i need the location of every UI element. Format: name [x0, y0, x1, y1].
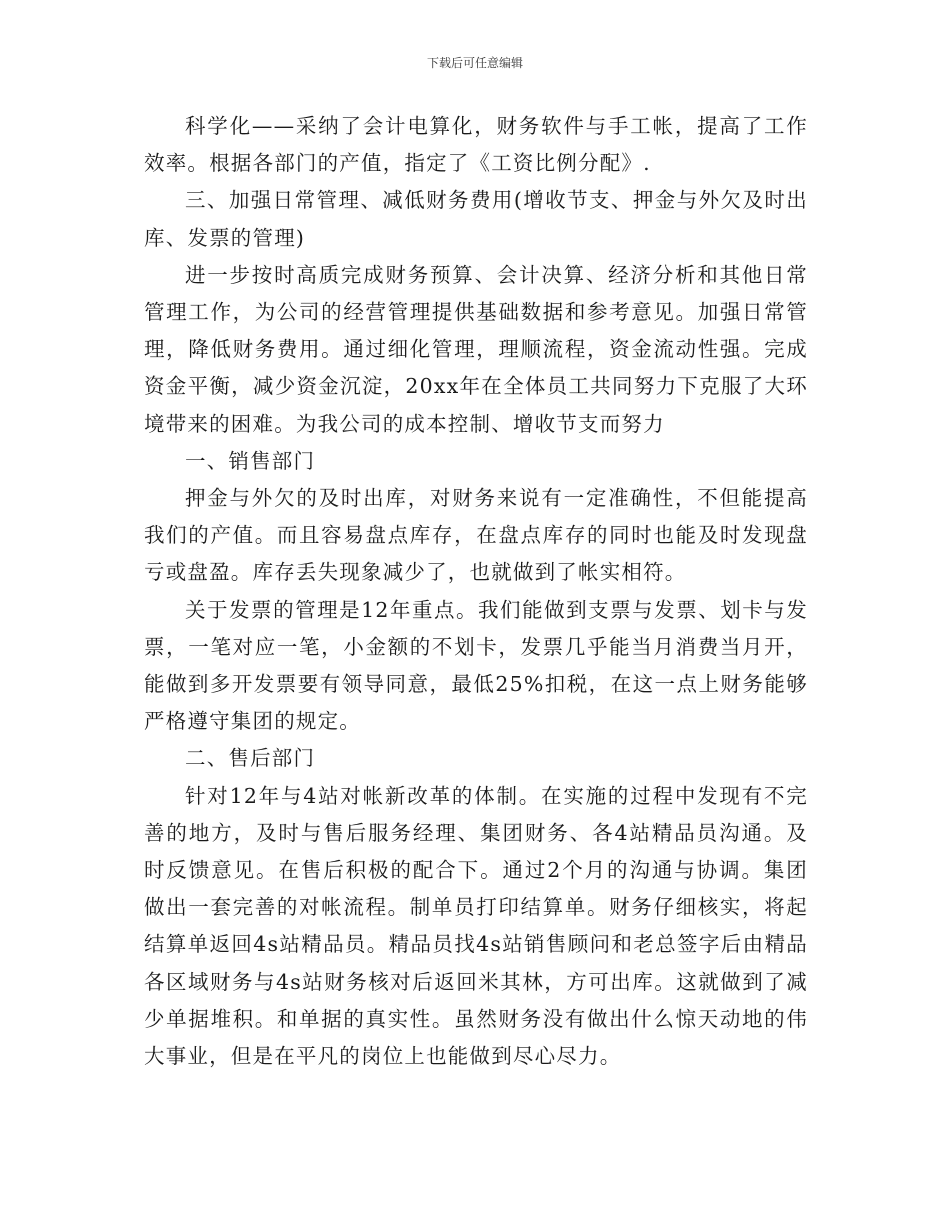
section-heading-3: 三、加强日常管理、减低财务费用(增收节支、押金与外欠及时出库、发票的管理) [144, 188, 808, 250]
paragraph-continuation: 科学化——采纳了会计电算化，财务软件与手工帐，提高了工作效率。根据各部门的产值，指定了《工资比例分配》. [144, 114, 808, 176]
paragraph-deposits: 押金与外欠的及时出库，对财务来说有一定准确性，不但能提高我们的产值。而且容易盘点库存，在盘点库存的同时也能及时发现盘亏或盘盈。库存丢失现象减少了，也就做到了帐实相符。 [144, 486, 808, 585]
document-body [144, 108, 808, 1075]
paragraph-reconciliation: 针对12年与4站对帐新改革的体制。在实施的过程中发现有不完善的地方，及时与售后服务经理、集团财务、各4站精品员沟通。及时反馈意见。在售后积极的配合下。通过2个月的沟通与协调。集团做出一套完善的对帐流程。制单员打印结算单。财务仔细核实，将起结算单返回4s站精品员。精品员找4s站销售顾问和老总签字后由精品各区域财务与4s站财务核对后返回米其林，方可出库。这就做到了减少单据堆积。和单据的真实性。虽然财务没有做出什么惊天动地的伟大事业，但是在平凡的岗位上也能做到尽心尽力。 [144, 783, 808, 1069]
paragraph-daily-management: 进一步按时高质完成财务预算、会计决算、经济分析和其他日常管理工作，为公司的经营管理提供基础数据和参考意见。加强日常管理，降低财务费用。通过细化管理，理顺流程，资金流动性强。完成资金平衡，减少资金沉淀，20xx年在全体员工共同努力下克服了大环境带来的困难。为我公司的成本控制、增收节支而努力 [144, 262, 808, 436]
paragraph-invoices: 关于发票的管理是12年重点。我们能做到支票与发票、划卡与发票，一笔对应一笔，小金额的不划卡，发票几乎能当月消费当月开，能做到多开发票要有领导同意，最低25%扣税，在这一点上财务能够严格遵守集团的规定。 [144, 597, 808, 734]
subheading-sales-department: 一、销售部门 [185, 448, 316, 473]
header-note: 下载后可任意编辑 [426, 56, 523, 70]
subheading-after-sales-department: 二、售后部门 [185, 746, 316, 771]
